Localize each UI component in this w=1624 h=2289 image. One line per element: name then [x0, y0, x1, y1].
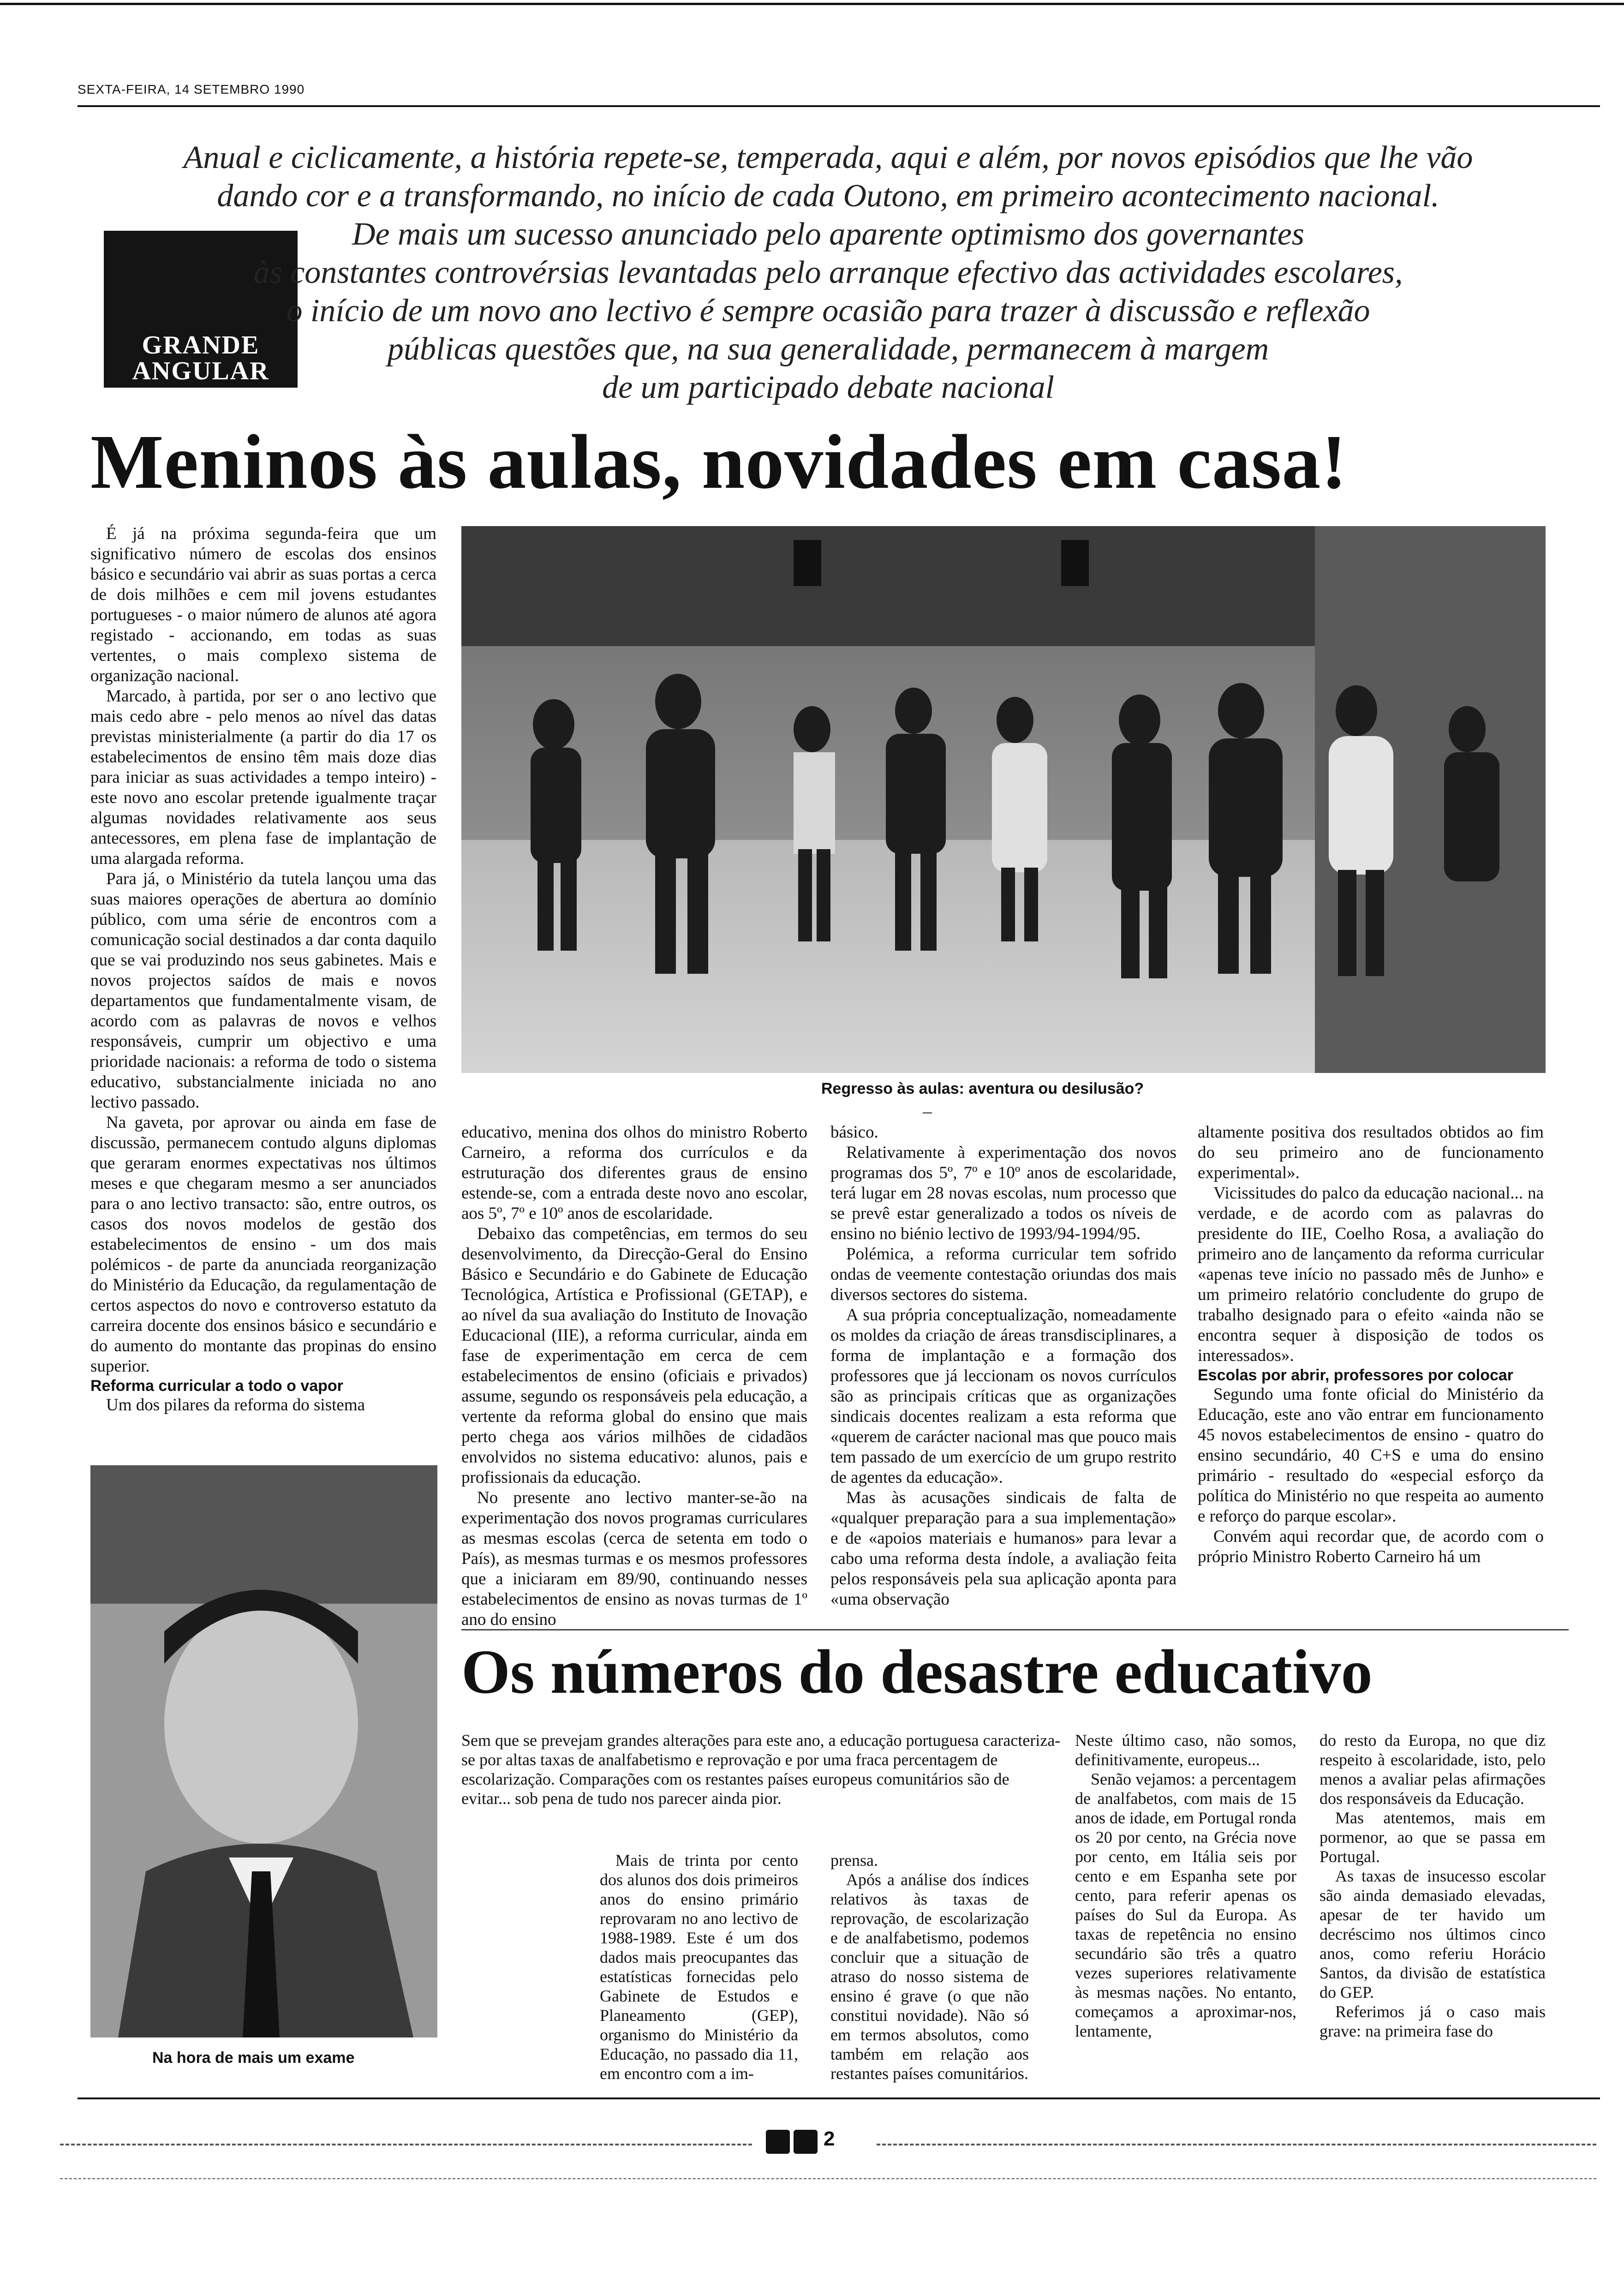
sidebar-paragraph: Mas atentemos, mais em pormenor, ao que se passa em Portugal.: [1320, 1809, 1546, 1866]
students-photo-image: [461, 526, 1546, 1073]
article-paragraph: Para já, o Ministério da tutela lançou uma das suas maiores operações de abertura ao domínio público, com uma série de encontros com a comunicação social destinados a dar conta daquilo que se vai produzindo nos seus gabinetes. Mais e novos projectos saídos de mais e novos departamentos que fundamentalmente visam, de acordo com as palavras de novos e velhos responsáveis, cumprir um objectivo e uma prioridade nacionais: a reforma de todo o sistema educativo, substancialmente iniciada no ano lectivo passado.: [90, 869, 436, 1112]
intro-line: às constantes controvérsias levantadas pelo arranque efectivo das actividades escolares,: [253, 255, 1403, 290]
article-column-3: [830, 1122, 1176, 1610]
section-divider: [461, 1629, 1569, 1630]
sidebar-paragraph: prensa.: [830, 1851, 878, 1870]
article-subhead: Reforma curricular a todo o vapor: [90, 1377, 343, 1395]
footer-dashed-line: [60, 2178, 1596, 2179]
sidebar-column-4: [1320, 1731, 1546, 2041]
main-headline: Meninos às aulas, novidades em casa!: [90, 419, 1348, 505]
sidebar-column-1: [600, 1851, 798, 2083]
sidebar-paragraph: Após a análise dos índices relativos às taxas de reprovação, de escolarização e de analfabetismo, podemos concluir que a situação de atraso do nosso sistema de ensino é grave (o que não constitui novidade). Não só em termos absolutos, como também em relação aos restantes países comunitários.: [830, 1870, 1029, 2083]
intro-line: de um participado debate nacional: [602, 370, 1054, 405]
sidebar-lead: Sem que se prevejam grandes alterações para este ano, a educação portuguesa caracteriza-se por altas taxas de analfabetismo e reprovação e por uma fraca percentagem de escolarização. Comparações com os restantes países europeus comunitários são de evitar... sob pena de tudo nos parecer ainda pior.: [461, 1731, 1061, 1808]
page-number: 2: [824, 2127, 835, 2150]
article-paragraph: Convém aqui recordar que, de acordo com o próprio Ministro Roberto Carneiro há um: [1198, 1527, 1544, 1566]
sidebar-paragraph: Senão vejamos: a percentagem de analfabetos, com mais de 15 anos de idade, em Portugal ronda os 20 por cento, na Grécia nove por cento, em Itália seis por cento e em Espanha sete por cento, para referir apenas os países do Sul da Europa. As taxas de repetência no ensino secundário são três a quatro vezes superiores relativamente às mesmas nações. No entanto, começamos a aproximar-nos, lentamente,: [1075, 1770, 1296, 2040]
article-paragraph: No presente ano lectivo manter-se-ão na experimentação dos novos programas curriculares as mesmas escolas (cerca de setenta em todo o País), as mesmas turmas e os mesmos professores que a iniciaram em 89/90, continuando nesses estabelecimentos de ensino as novas turmas de 1º ano do ensino: [461, 1488, 807, 1629]
footer-dashed-line: [877, 2144, 1596, 2145]
section-badge-label: GRANDE ANGULAR: [132, 331, 269, 385]
intro-line: dando cor e a transformando, no início de cada Outono, em primeiro acontecimento nacional.: [217, 178, 1439, 214]
bottom-rule: [78, 2097, 1600, 2099]
sidebar-column-3: [1075, 1731, 1296, 2041]
article-paragraph: Marcado, à partida, por ser o ano lectivo que mais cedo abre - pelo menos ao nível das datas previstas ministerialmente (a partir do dia 17 os estabelecimentos de ensino têm mais doze dias para iniciar as suas actividades a tempo inteiro) - este novo ano escolar pretende igualmente traçar algumas novidades relativamente aos seus antecessores, em plena fase de implantação de uma alargada reforma.: [90, 687, 436, 868]
footer-logo-mark: [794, 2130, 818, 2154]
portrait-photo-image: [90, 1465, 437, 2037]
top-rule: [0, 3, 1624, 5]
article-column-1: [90, 524, 436, 1415]
article-paragraph: Polémica, a reforma curricular tem sofrido ondas de veemente contestação oriundas dos mais diversos sectores do sistema.: [830, 1245, 1176, 1304]
photo-caption: Regresso às aulas: aventura ou desilusão?: [821, 1080, 1144, 1097]
sidebar-paragraph: do resto da Europa, no que diz respeito à escolaridade, isto, pelo menos a avaliar pelas afirmações dos responsáveis da Educação.: [1320, 1731, 1546, 1808]
footer-dashed-line: [60, 2144, 752, 2145]
article-paragraph: Mas às acusações sindicais de falta de «qualquer preparação para a sua implementação» e de «apoios materiais e humanos» para levar a cabo uma reforma desta índole, a avaliação feita pelos responsáveis pela sua aplicação aponta para «uma observação: [830, 1488, 1176, 1609]
sidebar-headline: Os números do desastre educativo: [461, 1637, 1373, 1707]
dateline-rule: [78, 105, 1600, 107]
intro-standfirst: [125, 138, 1532, 407]
portrait-caption: Na hora de mais um exame: [152, 2049, 355, 2067]
sidebar-paragraph: Referimos já o caso mais grave: na primeira fase do: [1320, 2002, 1546, 2040]
article-paragraph: Na gaveta, por aprovar ou ainda em fase de discussão, permanecem contudo alguns diplomas que geraram enormes expectativas nos últimos meses e que chegaram mesmo a ser anunciados para o ano lectivo transacto: são, entre outros, os casos dos novos modelos de gestão dos estabelecimentos de ensino - um dos mais polémicos - de parte da anunciada reorganização do Ministério da Educação, da regulamentação de certos aspectos do novo e controverso estatuto da carreira docente dos ensinos básico e secundário e do aumento do montante das propinas do ensino superior.: [90, 1113, 436, 1376]
article-subhead: Escolas por abrir, professores por colocar: [1198, 1366, 1514, 1384]
article-paragraph: A sua própria conceptualização, nomeadamente os moldes da criação de áreas transdisciplinares, a forma de implantação e a formação dos professores que já leccionam os novos currículos são as principais críticas que as organizações sindicais docentes realizam a esta reforma que «querem de carácter nacional mas que pouco mais tem passado de um exercício de um grupo restrito de agentes da educação».: [830, 1306, 1176, 1487]
footer-logo-mark: [766, 2130, 790, 2154]
article-paragraph: Vicissitudes do palco da educação nacional... na verdade, e de acordo com as palavras do presidente do IIE, Coelho Rosa, a avaliação do primeiro ano de lançamento da reforma curricular «apenas teve início no passado mês de Junho» e um primeiro relatório concludente do grupo de trabalho designado para o efeito «ainda não se encontra sequer à disposição de todos os interessados».: [1198, 1184, 1544, 1365]
article-column-2: [461, 1122, 807, 1630]
portrait-photo: [90, 1465, 437, 2037]
intro-line: De mais um sucesso anunciado pelo aparente optimismo dos governantes: [352, 216, 1305, 252]
intro-line: públicas questões que, na sua generalidade, permanecem à margem: [387, 331, 1269, 367]
article-paragraph: Relativamente à experimentação dos novos programas dos 5º, 7º e 10º anos de escolaridade, terá lugar em 28 novas escolas, num processo que se prevê estar generalizado a todos os níveis de ensino no biénio lectivo de 1993/94-1994/95.: [830, 1143, 1176, 1243]
sidebar-paragraph: Mais de trinta por cento dos alunos dos dois primeiros anos do ensino primário reprovaram no ano lectivo de 1988-1989. Este é um dos dados mais preocupantes das estatísticas fornecidas pelo Gabinete de Estudos e Planeamento (GEP), organismo do Ministério da Educação, no passado dia 11, em encontro com a im-: [600, 1851, 798, 2083]
article-paragraph: É já na próxima segunda-feira que um significativo número de escolas dos ensinos básico e secundário vai abrir as suas portas a cerca de dois milhões e cem mil jovens estudantes portugueses - o maior número de alunos até agora registado - accionando, em todas as suas vertentes, o mais complexo sistema de organização nacional.: [90, 524, 436, 685]
article-column-4: [1198, 1122, 1544, 1567]
article-paragraph: educativo, menina dos olhos do ministro Roberto Carneiro, a reforma dos currículos e da estruturação dos diferentes graus de ensino estende-se, com a entrada deste novo ano escolar, aos 5º, 7º e 10º anos de escolaridade.: [461, 1123, 807, 1223]
dateline: SEXTA-FEIRA, 14 SETEMBRO 1990: [78, 82, 305, 96]
article-paragraph: Segundo uma fonte oficial do Ministério da Educação, este ano vão entrar em funcionamento 45 novos estabelecimentos de ensino - quatro do ensino secundário, 40 C+S e uma do ensino primário - resultado do «especial esforço da política do Ministério no que respeita ao aumento e reforço do parque escolar».: [1198, 1385, 1544, 1526]
article-paragraph: altamente positiva dos resultados obtidos ao fim do seu primeiro ano de funcionamento experimental».: [1198, 1123, 1544, 1182]
sidebar-paragraph: As taxas de insucesso escolar são ainda demasiado elevadas, apesar de ter havido um decréscimo nos últimos cinco anos, como referiu Horácio Santos, da divisão de estatística do GEP.: [1320, 1867, 1546, 2001]
article-paragraph: Debaixo das competências, em termos do seu desenvolvimento, da Direcção-Geral do Ensino Básico e Secundário e do Gabinete de Educação Tecnológica, Artística e Profissional (GETAP), e ao nível da sua avaliação do Instituto de Inovação Educacional (IIE), a reforma curricular, ainda em fase de experimentação em cerca de cem estabelecimentos de ensino (oficiais e privados) assume, segundo os responsáveis pela educação, a vertente da reforma global do ensino que mais perto chega aos vários milhões de cidadãos envolvidos no sistema educativo: alunos, pais e profissionais da educação.: [461, 1224, 807, 1487]
intro-line: Anual e ciclicamente, a história repete-se, temperada, aqui e além, por novos episódios que lhe vão: [183, 140, 1473, 175]
students-photo: [461, 526, 1546, 1073]
sidebar-column-2: [830, 1851, 1029, 2083]
article-paragraph: básico.: [830, 1123, 878, 1142]
sidebar-paragraph: Neste último caso, não somos, definitivamente, europeus...: [1075, 1731, 1296, 1769]
article-paragraph: Um dos pilares da reforma do sistema: [106, 1396, 365, 1414]
intro-line: o início de um novo ano lectivo é sempre ocasião para trazer à discussão e reflexão: [286, 293, 1370, 329]
caption-divider: [923, 1112, 932, 1114]
